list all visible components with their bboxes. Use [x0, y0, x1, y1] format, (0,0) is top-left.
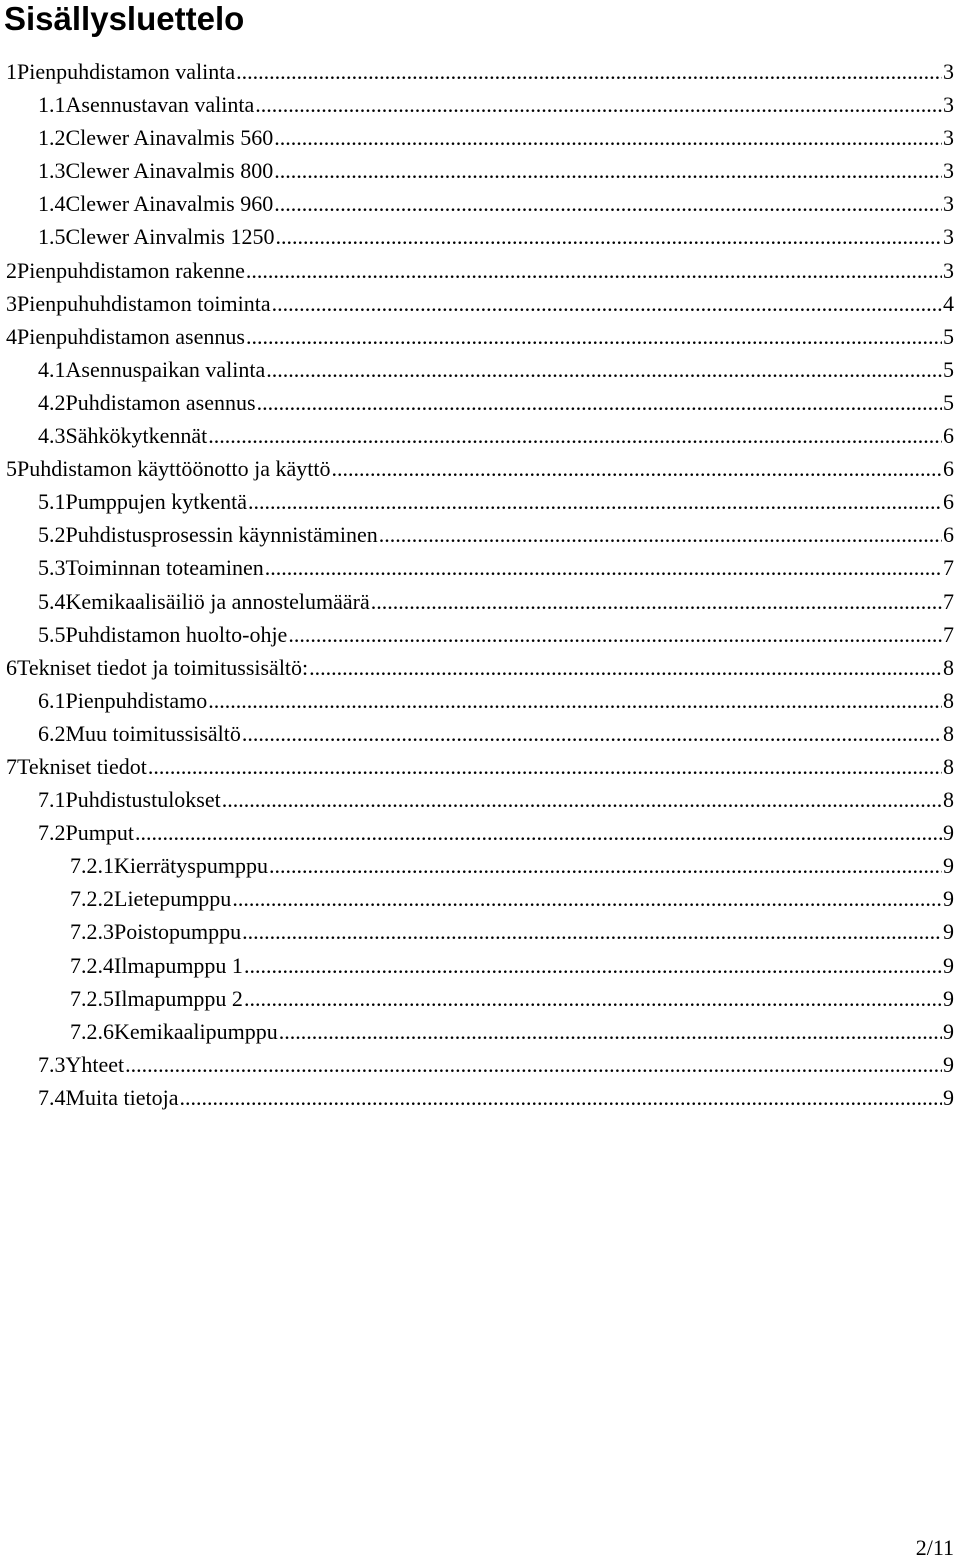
toc-entry-title: Pumppujen kytkentä: [65, 489, 247, 515]
toc-entry[interactable]: [0, 55, 960, 88]
toc-entry-title: Puhdistustulokset: [65, 787, 221, 813]
toc-entry-title: Toiminnan toteaminen: [65, 555, 264, 581]
toc-entry-number: 5: [6, 456, 17, 482]
toc-entry[interactable]: [0, 882, 960, 915]
toc-entry[interactable]: [0, 949, 960, 982]
toc-entry[interactable]: [0, 618, 960, 651]
toc-entry-page: 3: [943, 125, 954, 151]
toc-entry-number: 4.1: [38, 356, 66, 382]
toc-entry[interactable]: [0, 982, 960, 1015]
toc-entry-number: 5.2: [38, 522, 66, 548]
toc-dot-leader: [248, 485, 942, 518]
toc-entry-page: 9: [943, 1051, 954, 1077]
toc-entry[interactable]: [0, 1015, 960, 1048]
toc-entry[interactable]: [0, 187, 960, 220]
toc-dot-leader: [272, 287, 942, 320]
toc-dot-leader: [275, 220, 942, 253]
toc-entry[interactable]: [0, 485, 960, 518]
toc-entry-title: Pienpuhdistamon valinta: [17, 59, 236, 84]
toc-entry-number: 1.3: [38, 158, 66, 184]
toc-entry-page: 5: [943, 323, 954, 349]
toc-entry[interactable]: [0, 783, 960, 816]
toc-entry-title: Kemikaalisäiliö ja annostelumäärä: [65, 588, 370, 614]
toc-entry[interactable]: [0, 320, 960, 353]
toc-entry-page: 3: [943, 191, 954, 217]
toc-entry-title: Muita tietoja: [65, 1084, 179, 1110]
toc-entry[interactable]: [0, 816, 960, 849]
toc-entry-title: Kierrätyspumppu: [114, 853, 268, 879]
toc-entry-title: Puhdistamon käyttöönotto ja käyttö: [17, 456, 331, 482]
toc-entry-number: 7.2.6: [70, 1018, 114, 1044]
toc-entry-page: 8: [943, 753, 954, 779]
toc-entry-number: 6.2: [38, 720, 66, 746]
toc-entry-title: Sähkökytkennät: [65, 423, 208, 449]
toc-entry-title: Puhdistamon huolto-ohje: [65, 621, 288, 647]
toc-entry[interactable]: [0, 717, 960, 750]
toc-dot-leader: [371, 585, 942, 618]
toc-entry[interactable]: [0, 684, 960, 717]
toc-dot-leader: [379, 518, 942, 551]
toc-dot-leader: [246, 320, 942, 353]
page-number: 2/11: [915, 1535, 954, 1560]
toc-entry-title: Pienpuhdistamon rakenne: [17, 257, 245, 283]
toc-entry-number: 4.2: [38, 389, 66, 415]
toc-dot-leader: [208, 684, 942, 717]
toc-entry[interactable]: [0, 353, 960, 386]
toc-dot-leader: [269, 849, 942, 882]
toc-dot-leader: [242, 717, 942, 750]
toc-entry-page: 3: [943, 59, 954, 84]
toc-entry[interactable]: [0, 88, 960, 121]
toc-entry-title: Asennuspaikan valinta: [65, 356, 266, 382]
toc-entry-page: 8: [943, 654, 954, 680]
toc-dot-leader: [257, 386, 942, 419]
toc-entry-page: 7: [943, 588, 954, 614]
toc-dot-leader: [279, 1015, 942, 1048]
toc-entry[interactable]: [0, 518, 960, 551]
toc-entry-title: Clewer Ainavalmis 800: [65, 158, 274, 184]
toc-entry-page: 8: [943, 787, 954, 813]
toc-entry-page: 6: [943, 423, 954, 449]
toc-entry-page: 5: [943, 389, 954, 415]
toc-entry-title: Puhdistamon asennus: [65, 389, 256, 415]
toc-entry-number: 1.2: [38, 125, 66, 151]
toc-dot-leader: [274, 187, 942, 220]
toc-entry-number: 5.1: [38, 489, 66, 515]
toc-entry-page: 6: [943, 456, 954, 482]
toc-entry-title: Clewer Ainavalmis 560: [65, 125, 274, 151]
toc-entry-page: 6: [943, 522, 954, 548]
toc-entry-number: 7.2.1: [70, 853, 114, 879]
toc-entry-title: Puhdistusprosessin käynnistäminen: [65, 522, 378, 548]
toc-entry-number: 3: [6, 290, 17, 316]
toc-entry[interactable]: [0, 849, 960, 882]
toc-dot-leader: [232, 882, 942, 915]
toc-dot-leader: [180, 1081, 942, 1114]
toc-entry-number: 6: [6, 654, 17, 680]
toc-entry-title: Clewer Ainavalmis 960: [65, 191, 274, 217]
toc-entry[interactable]: [0, 1048, 960, 1081]
toc-entry-page: 3: [943, 92, 954, 118]
toc-dot-leader: [288, 618, 942, 651]
toc-entry[interactable]: [0, 386, 960, 419]
toc-entry[interactable]: [0, 419, 960, 452]
toc-dot-leader: [208, 419, 942, 452]
toc-entry[interactable]: [0, 254, 960, 287]
toc-entry[interactable]: [0, 750, 960, 783]
toc-dot-leader: [222, 783, 942, 816]
toc-dot-leader: [265, 551, 942, 584]
toc-entry-page: 9: [943, 985, 954, 1011]
toc-dot-leader: [331, 452, 942, 485]
toc-entry[interactable]: [0, 551, 960, 584]
toc-entry-number: 5.4: [38, 588, 66, 614]
toc-entry-number: 1: [6, 59, 17, 84]
toc-entry-title: Pumput: [65, 820, 134, 846]
toc-entry-page: 9: [943, 886, 954, 912]
toc-entry-number: 4: [6, 323, 17, 349]
toc-entry-number: 7.2.4: [70, 952, 114, 978]
toc-entry-page: 7: [943, 621, 954, 647]
toc-entry-number: 1.5: [38, 224, 66, 250]
toc-entry[interactable]: [0, 585, 960, 618]
toc-entry-number: 7.1: [38, 787, 66, 813]
toc-entry-title: Ilmapumppu 1: [114, 952, 243, 978]
page-title: Sisällysluettelo: [4, 0, 245, 37]
toc-entry-page: 9: [943, 919, 954, 945]
toc-entry-page: 3: [943, 224, 954, 250]
toc-entry-title: Lietepumppu: [114, 886, 232, 912]
toc-entry-page: 9: [943, 1018, 954, 1044]
toc-entry-number: 6.1: [38, 687, 66, 713]
toc-dot-leader: [274, 121, 942, 154]
toc-dot-leader: [244, 949, 942, 982]
toc-entry[interactable]: [0, 287, 960, 320]
toc-entry-number: 7.2.5: [70, 985, 114, 1011]
toc-entry-page: 3: [943, 158, 954, 184]
toc-dot-leader: [246, 254, 942, 287]
toc-entry-number: 7.2: [38, 820, 66, 846]
toc-entry[interactable]: [0, 220, 960, 253]
toc-dot-leader: [244, 982, 942, 1015]
toc-entry[interactable]: [0, 452, 960, 485]
toc-entry-page: 5: [943, 356, 954, 382]
toc-entry-title: Asennustavan valinta: [65, 92, 255, 118]
toc-entry-title: Pienpuhuhdistamon toiminta: [17, 290, 271, 316]
toc-entry-number: 7.2.2: [70, 886, 114, 912]
toc-dot-leader: [135, 816, 942, 849]
toc-entry[interactable]: [0, 1081, 960, 1114]
toc-entry-page: 7: [943, 555, 954, 581]
toc-entry-title: Kemikaalipumppu: [114, 1018, 278, 1044]
toc-entry-title: Clewer Ainvalmis 1250: [65, 224, 275, 250]
toc-entry-title: Pienpuhdistamon asennus: [17, 323, 245, 349]
toc-dot-leader: [236, 55, 942, 88]
toc-entry-number: 5.3: [38, 555, 66, 581]
toc-dot-leader: [242, 915, 942, 948]
toc-dot-leader: [274, 154, 942, 187]
toc-entry[interactable]: [0, 651, 960, 684]
toc-entry-number: 1.4: [38, 191, 66, 217]
toc-entry-number: 1.1: [38, 92, 66, 118]
toc-entry-title: Pienpuhdistamo: [65, 687, 208, 713]
toc-entry[interactable]: [0, 121, 960, 154]
toc-entry-title: Tekniset tiedot: [17, 753, 147, 779]
toc-entry-number: 7.4: [38, 1084, 66, 1110]
toc-entry-page: 8: [943, 687, 954, 713]
toc-entry-title: Ilmapumppu 2: [114, 985, 243, 1011]
toc-dot-leader: [255, 88, 942, 121]
toc-entry-page: 9: [943, 820, 954, 846]
toc-dot-leader: [125, 1048, 942, 1081]
toc-entry-page: 8: [943, 720, 954, 746]
toc-entry-title: Yhteet: [65, 1051, 125, 1077]
toc-entry-page: 3: [943, 257, 954, 283]
toc-entry-page: 6: [943, 489, 954, 515]
toc-entry[interactable]: [0, 915, 960, 948]
toc-entry-number: 5.5: [38, 621, 66, 647]
toc-entry-page: 9: [943, 853, 954, 879]
toc-entry[interactable]: [0, 154, 960, 187]
table-of-contents: [0, 55, 960, 1114]
toc-entry-number: 7.3: [38, 1051, 66, 1077]
toc-entry-page: 9: [943, 952, 954, 978]
toc-entry-number: 2: [6, 257, 17, 283]
toc-dot-leader: [309, 651, 942, 684]
toc-dot-leader: [266, 353, 942, 386]
toc-entry-number: 7: [6, 753, 17, 779]
toc-entry-title: Poistopumppu: [114, 919, 242, 945]
toc-entry-number: 7.2.3: [70, 919, 114, 945]
toc-entry-page: 9: [943, 1084, 954, 1110]
toc-entry-title: Muu toimitussisältö: [65, 720, 241, 746]
toc-dot-leader: [148, 750, 942, 783]
toc-entry-title: Tekniset tiedot ja toimitussisältö:: [17, 654, 309, 680]
toc-entry-page: 4: [943, 290, 954, 316]
toc-entry-number: 4.3: [38, 423, 66, 449]
